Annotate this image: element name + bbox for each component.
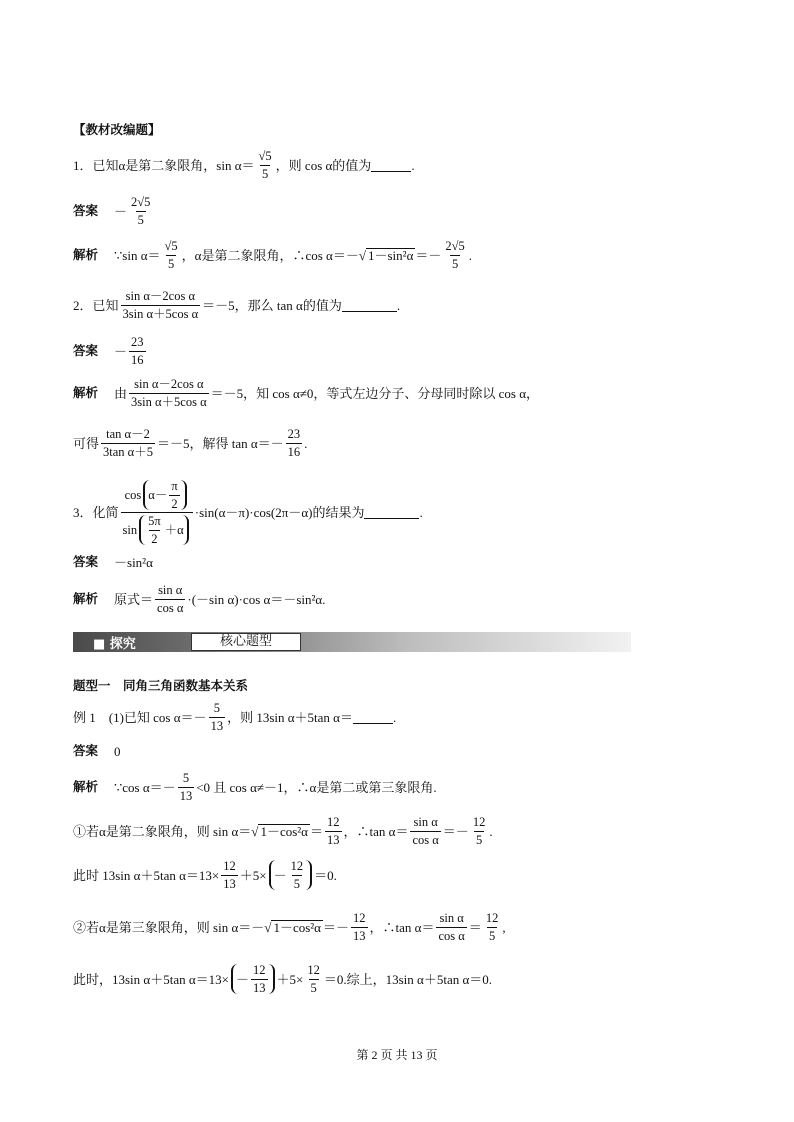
ex1-l4-end: , <box>502 919 506 935</box>
q2-answer-blank <box>342 299 397 312</box>
ex1-l4-f2-num: sin α <box>439 911 464 925</box>
q2-an-frac-num: sin α－2cos α <box>134 377 204 391</box>
q1-frac-num: √5 <box>258 149 272 163</box>
q2-l2-frac-den: 3tan α＋5 <box>103 444 153 459</box>
ex1-case-1: ①若α是第二象限角，则 sin α＝ √ 1－cos²α ＝ $\frac{12}{13}$ ，∴tan α＝ $\frac{\text{sin α}}{\text{cos α}}$ ＝－ $\frac{12}{5}$ . <box>73 815 493 847</box>
ex1-answer-value: 0 <box>114 744 121 759</box>
ex1-l3-f2-den: 5 <box>293 876 300 891</box>
q3-pi-num: π <box>171 479 178 493</box>
q2-answer-sign: － <box>114 343 128 359</box>
q3-suffix: ·sin(α－π)·cos(2π－α)的结果为 <box>194 505 365 520</box>
q2-l2-res-den: 16 <box>287 444 301 459</box>
q1-an-frac1-num: √5 <box>164 239 178 253</box>
q2-an-frac-den: 3sin α＋5cos α <box>131 394 207 409</box>
q3-an-frac-num: sin α <box>158 583 183 597</box>
q2-answer-fraction <box>129 336 146 366</box>
q1-an-c: ＝－ <box>415 247 442 263</box>
banner-right-label: 核心题型 <box>191 633 301 651</box>
example-1 <box>73 702 396 732</box>
q2-analysis-line2 <box>73 428 307 458</box>
q3-answer <box>73 556 153 569</box>
q2-prefix: 2．已知 <box>73 297 119 313</box>
analysis-label: 解析 <box>73 384 99 400</box>
ex1-l3-a: 此时 13sin α＋5tan α＝13× <box>73 867 220 883</box>
ex1-an-frac-num: 5 <box>182 771 190 785</box>
ex1-an-b: <0 且 cos α≠－1，∴α是第二或第三象限角. <box>196 779 437 795</box>
ex1-l2-frac2 <box>410 816 440 846</box>
ex1-l2-f1-den: 13 <box>327 832 340 847</box>
q3-pi-den: 2 <box>171 496 178 511</box>
banner-left-label: ■ 探究 <box>93 637 136 652</box>
q3-5pi-num: 5π <box>148 514 161 528</box>
ex1-l5-c: ＝0.综上，13sin α＋5tan α＝0. <box>323 971 493 987</box>
q1-ans-num: 2√5 <box>131 195 151 209</box>
q2-frac-den: 3sin α＋5cos α <box>122 306 199 321</box>
q3-num-cos: cos <box>124 487 142 502</box>
q2-l2-result <box>286 428 303 458</box>
q1-answer-sign: － <box>114 203 128 219</box>
ex1-l4-frac1 <box>351 912 368 942</box>
q2-l2-a: 可得 <box>73 435 100 451</box>
section-header <box>73 124 161 137</box>
q3-answer-value: －sin²α <box>114 555 153 570</box>
q1-answer-blank <box>371 159 411 172</box>
q3-an-frac <box>155 584 185 614</box>
q1-an-end: . <box>468 247 473 263</box>
q2-an-b: ＝－5，知 cos α≠0，等式左边分子、分母同时除以 cos α， <box>210 385 540 401</box>
answer-label: 答案 <box>73 342 99 358</box>
ex1-an-a: ∵cos α＝－ <box>114 779 176 795</box>
ex1-l4-f1-num: 12 <box>353 911 366 925</box>
question-3 <box>73 480 423 545</box>
ex1-l2-a: ①若α是第二象限角，则 sin α＝ <box>73 823 252 839</box>
section-banner <box>73 632 631 652</box>
q3-prefix: 3．化简 <box>73 505 119 520</box>
q3-den-inner: ＋α <box>164 522 184 537</box>
q2-l2-end: . <box>304 435 308 451</box>
ex1-an-frac <box>178 772 195 802</box>
q3-analysis <box>73 584 325 614</box>
ex1-l4-b: ＝－ <box>322 919 349 935</box>
ex1-end: . <box>393 709 397 725</box>
q2-frac-num: sin α－2cos α <box>125 289 195 303</box>
q3-num-paren <box>143 480 186 510</box>
ex1-l2-b: ＝ <box>309 823 323 839</box>
answer-label: 答案 <box>73 202 99 218</box>
ex1-l2-f1-num: 12 <box>327 815 340 829</box>
q1-suffix: ，则 cos α的值为 <box>275 157 372 173</box>
ex1-an-frac-den: 13 <box>179 788 193 803</box>
ex1-l3-c: ＝0. <box>314 867 337 883</box>
q2-ans-den: 16 <box>131 352 144 367</box>
q3-answer-blank <box>364 506 419 519</box>
ex1-l2-end: . <box>489 823 493 839</box>
question-1 <box>73 150 415 180</box>
question-2 <box>73 290 400 320</box>
ex1-l5-f2-num: 12 <box>307 963 320 977</box>
ex1-analysis <box>73 772 437 802</box>
q3-den-sin: sin <box>122 522 138 537</box>
ex1-l2-root: 1－cos²α <box>260 824 308 839</box>
ex1-l3-f1-num: 12 <box>223 859 236 873</box>
ex1-l2-frac3 <box>471 816 488 846</box>
ex1-answer-blank <box>353 711 393 724</box>
ex1-l5-neg: － <box>236 971 250 987</box>
ex1-l5-f2-den: 5 <box>310 980 317 995</box>
q1-answer <box>73 196 154 226</box>
q3-big-fraction <box>121 480 193 545</box>
ex1-l2-c: ，∴tan α＝ <box>343 823 409 839</box>
q2-an-a: 由 <box>114 385 128 401</box>
q3-den-paren <box>139 515 189 545</box>
ex1-answer <box>73 745 121 758</box>
q1-end: . <box>411 157 415 173</box>
ex1-l3-frac2 <box>289 860 306 890</box>
ex1-l3-frac1 <box>221 860 238 890</box>
q2-an-frac <box>129 378 209 408</box>
ex1-l4-f2-den: cos α <box>438 928 465 943</box>
q2-l2-res-num: 23 <box>287 427 301 441</box>
q2-end: . <box>396 297 401 313</box>
q1-an-a: ∵sin α＝ <box>114 247 161 263</box>
ex1-l3-paren <box>269 860 313 890</box>
ex1-l3-f1-den: 13 <box>223 876 236 891</box>
ex1-l4-frac3 <box>484 912 501 942</box>
ex1-l5-paren <box>231 964 275 994</box>
q2-l2-frac <box>101 428 155 458</box>
q3-an-a: 原式＝ <box>114 591 154 607</box>
answer-label: 答案 <box>73 554 99 570</box>
ex1-l2-f2-den: cos α <box>412 832 439 847</box>
ex1-l4-f1-den: 13 <box>353 928 366 943</box>
q1-an-b: ，α是第二象限角，∴cos α＝－ <box>181 247 359 263</box>
q2-suffix: ＝－5，那么 tan α的值为 <box>202 297 342 313</box>
ex1-suffix: ，则 13sin α＋5tan α＝ <box>227 709 353 725</box>
q1-fraction <box>257 150 274 180</box>
ex1-l4-frac2 <box>436 912 466 942</box>
q1-answer-fraction <box>129 196 152 226</box>
q1-an-frac1 <box>163 240 180 270</box>
ex1-case-1-calc <box>73 860 337 890</box>
q3-an-b: ·(－sin α)·cos α＝－sin²α. <box>187 591 326 607</box>
ex1-l5-frac1 <box>251 964 268 994</box>
answer-label: 答案 <box>73 743 99 759</box>
ex1-case-2: ②若α是第三象限角，则 sin α＝－ √ 1－cos²α ＝－ $\frac{12}{13}$ ，∴tan α＝ $\frac{\text{sin α}}{\text{cos α}}$ ＝ $\frac{12}{5}$ , <box>73 911 506 943</box>
q3-5pi-frac <box>146 515 163 545</box>
q2-analysis <box>73 378 539 408</box>
ex1-l5-f1-num: 12 <box>253 963 266 977</box>
q2-l2-b: ＝－5，解得 tan α＝－ <box>156 435 284 451</box>
q2-fraction <box>121 290 201 320</box>
ex1-l4-f3-den: 5 <box>488 928 496 943</box>
q3-pi-frac <box>169 480 179 510</box>
ex1-l5-frac2 <box>305 964 322 994</box>
analysis-label: 解析 <box>73 246 99 262</box>
q3-5pi-den: 2 <box>151 531 158 546</box>
header-text: 【教材改编题】 <box>73 122 161 137</box>
q3-numerator <box>123 480 191 512</box>
ex1-l2-frac1 <box>325 816 342 846</box>
ex1-l3-b: ＋5× <box>239 867 267 883</box>
q1-an-frac2 <box>443 240 466 270</box>
q3-num-inner: α－ <box>148 487 168 502</box>
section-title: 题型一 同角三角函数基本关系 <box>73 678 249 693</box>
ex1-l3-neg: － <box>273 867 287 883</box>
ex1-prefix: 例 1 (1)已知 cos α＝－ <box>73 709 207 725</box>
ex1-frac-num: 5 <box>213 701 220 715</box>
q1-prefix: 1．已知α是第二象限角，sin α＝ <box>73 157 255 173</box>
q3-an-frac-den: cos α <box>157 600 184 615</box>
ex1-l4-a: ②若α是第三象限角，则 sin α＝－ <box>73 919 265 935</box>
analysis-label: 解析 <box>73 590 99 606</box>
q1-frac-den: 5 <box>261 166 269 181</box>
q2-answer <box>73 336 148 366</box>
ex1-l5-f1-den: 13 <box>253 980 266 995</box>
q3-denominator <box>121 512 193 545</box>
q1-an-frac1-den: 5 <box>167 256 175 271</box>
ex1-l2-f2-num: sin α <box>413 815 438 829</box>
analysis-label: 解析 <box>73 778 99 794</box>
ex1-case-2-calc <box>73 964 492 994</box>
ex1-l5-b: ＋5× <box>276 971 304 987</box>
ex1-frac-den: 13 <box>210 718 224 733</box>
ex1-l3-f2-num: 12 <box>290 859 304 873</box>
q2-ans-num: 23 <box>131 335 144 349</box>
q1-an-frac2-den: 5 <box>451 256 459 271</box>
ex1-l4-d: ＝ <box>468 919 482 935</box>
ex1-l2-f3-num: 12 <box>472 815 486 829</box>
ex1-l4-f3-num: 12 <box>485 911 499 925</box>
ex1-l2-d: ＝－ <box>442 823 469 839</box>
ex1-l5-a: 此时，13sin α＋5tan α＝13× <box>73 971 230 987</box>
q3-end: . <box>419 505 423 520</box>
q2-l2-frac-num: tan α－2 <box>106 427 150 441</box>
q1-an-root: 1－sin²α <box>368 248 414 263</box>
q1-an-frac2-num: 2√5 <box>445 239 465 253</box>
ex1-fraction <box>209 702 226 732</box>
ex1-l2-f3-den: 5 <box>475 832 483 847</box>
page-footer: 第 2 页 共 13 页 <box>356 1048 438 1062</box>
q1-analysis: 解析 ∵sin α＝ $\frac{√5}{5}$ ，α是第二象限角，∴cos α＝－ √ 1－sin²α ＝－ $\frac{2√5}{5}$ . <box>73 239 473 271</box>
ex1-l4-root: 1－cos²α <box>273 920 321 935</box>
q1-ans-den: 5 <box>137 212 144 227</box>
ex1-l4-c: ，∴tan α＝ <box>369 919 435 935</box>
